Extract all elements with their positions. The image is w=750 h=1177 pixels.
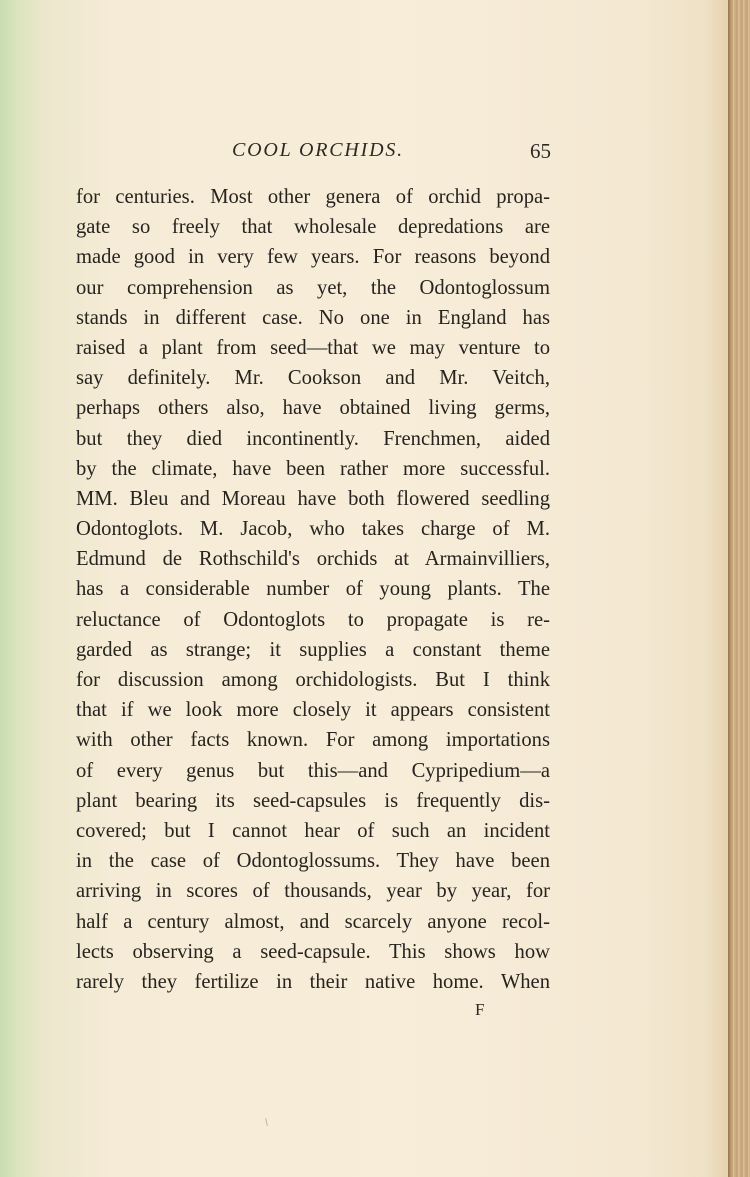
text-line: our comprehension as yet, the Odontoglossum: [76, 276, 550, 299]
text-line: Edmund de Rothschild's orchids at Armainvilliers,: [76, 548, 550, 571]
text-line: with other facts known. For among importations: [76, 729, 550, 752]
text-line: for discussion among orchidologists. But I think: [76, 669, 550, 691]
text-line: made good in very few years. For reasons beyond: [76, 246, 550, 269]
text-line: arriving in scores of thousands, year by year, for: [76, 880, 550, 903]
text-line: but they died incontinently. Frenchmen, aided: [76, 427, 550, 450]
text-line: covered; but I cannot hear of such an incident: [76, 819, 550, 842]
text-line: plant bearing its seed-capsules is frequently dis-: [76, 789, 550, 812]
text-line: Odontoglots. M. Jacob, who takes charge of M.: [76, 518, 550, 541]
text-line: that if we look more closely it appears consistent: [76, 699, 550, 722]
signature-mark: F: [475, 1000, 485, 1019]
text-line: stands in different case. No one in England has: [76, 306, 550, 329]
text-line: has a considerable number of young plants. The: [76, 578, 550, 601]
text-line: perhaps others also, have obtained living germs,: [76, 397, 550, 420]
page-edge: [728, 0, 750, 1177]
paper-speck: [265, 1118, 268, 1126]
text-line: say definitely. Mr. Cookson and Mr. Veitch,: [76, 367, 550, 390]
body-text: [76, 182, 550, 997]
text-line: half a century almost, and scarcely anyone recol-: [76, 910, 550, 933]
text-line: garded as strange; it supplies a constant theme: [76, 638, 550, 661]
text-line: raised a plant from seed—that we may venture to: [76, 336, 550, 359]
running-head: [0, 139, 750, 171]
text-line: reluctance of Odontoglots to propagate is re-: [76, 608, 550, 631]
text-line: for centuries. Most other genera of orchid propa-: [76, 186, 550, 208]
text-line: in the case of Odontoglossums. They have been: [76, 850, 550, 873]
page-number: 65: [530, 139, 551, 163]
text-line: lects observing a seed-capsule. This shows how: [76, 940, 550, 963]
text-line: of every genus but this—and Cypripedium—a: [76, 759, 550, 782]
running-title: COOL ORCHIDS.: [232, 139, 404, 161]
text-line: by the climate, have been rather more successful.: [76, 457, 550, 480]
text-line: gate so freely that wholesale depredations are: [76, 216, 550, 239]
text-line: MM. Bleu and Moreau have both flowered seedling: [76, 487, 550, 510]
text-line: rarely they fertilize in their native home. When: [76, 970, 550, 993]
